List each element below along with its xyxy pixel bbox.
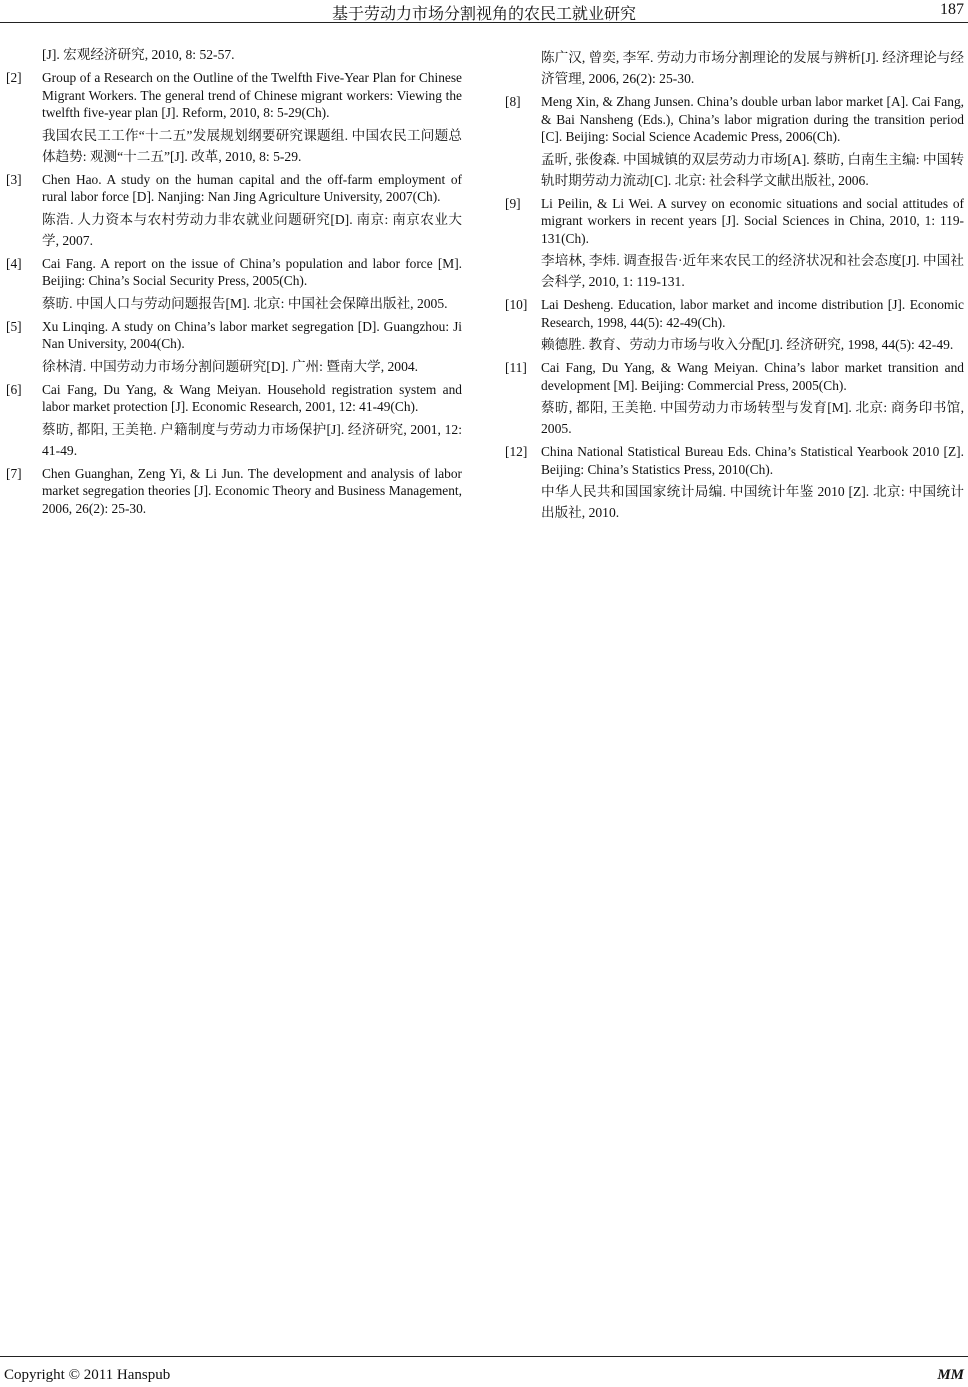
reference-chinese: 蔡昉. 中国人口与劳动问题报告[M]. 北京: 中国社会保障出版社, 2005. [42, 295, 448, 311]
reference-entry [505, 47, 964, 89]
reference-number: [4] [6, 255, 22, 271]
reference-chinese: 赖德胜. 教育、劳动力市场与收入分配[J]. 经济研究, 1998, 44(5): 42-49. [541, 337, 954, 352]
reference-entry [6, 69, 462, 167]
reference-english: Chen Guanghan, Zeng Yi, & Li Jun. The development and analysis of labor market segregation theories [J]. Economic Theory and Business Management, 2006, 26(2): 25-30. [42, 465, 462, 516]
reference-number: [7] [6, 465, 22, 481]
reference-english: Cai Fang, Du Yang, & Wang Meiyan. Household registration system and labor market protection [J]. Economic Research, 2001, 12: 41-49(Ch). [42, 381, 462, 414]
reference-english: Lai Desheng. Education, labor market and income distribution [J]. Economic Research, 1998, 44(5): 42-49(Ch). [541, 297, 964, 330]
reference-entry [6, 381, 462, 461]
reference-entry [505, 296, 964, 355]
reference-english: Xu Linqing. A study on China’s labor market segregation [D]. Guangzhou: Ji Nan University, 2004(Ch). [42, 318, 462, 351]
reference-english: China National Statistical Bureau Eds. China’s Statistical Yearbook 2010 [Z]. Beijing: China’s Statistics Press, 2010(Ch). [541, 444, 964, 477]
page-header [0, 0, 968, 23]
reference-number: [10] [505, 297, 528, 312]
reference-number: [8] [505, 94, 521, 109]
reference-entry [6, 255, 462, 314]
reference-english: Group of a Research on the Outline of the Twelfth Five-Year Plan for Chinese Migrant Workers. The general trend of Chinese migrant workers: Viewing the twelfth five-year plan [J]. Reform, 2010, 8: 5-29(Ch). [42, 70, 462, 120]
reference-chinese: 蔡昉, 都阳, 王美艳. 户籍制度与劳动力市场保护[J]. 经济研究, 2001, 12: 41-49. [42, 421, 462, 458]
reference-entry [505, 359, 964, 439]
reference-english: Chen Hao. A study on the human capital and the off-farm employment of rural labor force [D]. Nanjing: Nan Jing Agriculture University, 2007(Ch). [42, 171, 462, 204]
page-number: 187 [940, 1, 964, 18]
reference-chinese: 陈浩. 人力资本与农村劳动力非农就业问题研究[D]. 南京: 南京农业大学, 2007. [42, 211, 462, 248]
reference-number: [11] [505, 360, 527, 375]
reference-number: [9] [505, 195, 521, 211]
reference-entry [505, 93, 964, 191]
reference-number: [12] [505, 444, 528, 459]
reference-english: Meng Xin, & Zhang Junsen. China’s double urban labor market [A]. Cai Fang, & Bai Nansheng (Eds.), China’s labor migration during the transition period [C]. Beijing: Social Science Academic Press, 2006(Ch). [541, 94, 964, 144]
reference-entry [505, 443, 964, 523]
right-column [505, 47, 964, 527]
reference-chinese: 孟昕, 张俊森. 中国城镇的双层劳动力市场[A]. 蔡昉, 白南生主编: 中国转轨时期劳动力流动[C]. 北京: 社会科学文献出版社, 2006. [541, 151, 964, 188]
reference-chinese: 徐林清. 中国劳动力市场分割问题研究[D]. 广州: 暨南大学, 2004. [42, 358, 419, 374]
reference-entry [505, 195, 964, 293]
reference-number: [3] [6, 171, 22, 187]
reference-chinese: 中华人民共和国国家统计局编. 中国统计年鉴 2010 [Z]. 北京: 中国统计出版社, 2010. [541, 484, 964, 520]
reference-entry [6, 171, 462, 251]
copyright-notice: Copyright © 2011 Hanspub [4, 1367, 171, 1383]
reference-number: [5] [6, 318, 22, 334]
reference-entry [6, 44, 462, 65]
reference-number: [2] [6, 70, 22, 85]
reference-chinese: 我国农民工工作“十二五”发展规划纲要研究课题组. 中国农民工问题总体趋势: 观测“十二五”[J]. 改革, 2010, 8: 5-29. [42, 127, 462, 164]
reference-chinese: 李培林, 李炜. 调查报告·近年来农民工的经济状况和社会态度[J]. 中国社会科学, 2010, 1: 119-131. [541, 253, 964, 289]
reference-number: [6] [6, 381, 22, 397]
reference-entry [6, 318, 462, 377]
reference-chinese: 陈广汉, 曾奕, 李军. 劳动力市场分割理论的发展与辨析[J]. 经济理论与经济管理, 2006, 26(2): 25-30. [541, 50, 964, 86]
journal-abbreviation: MM [937, 1367, 964, 1383]
reference-english: Cai Fang. A report on the issue of China’s population and labor force [M]. Beijing: China’s Social Security Press, 2005(Ch). [42, 255, 462, 288]
reference-chinese: [J]. 宏观经济研究, 2010, 8: 52-57. [42, 47, 235, 62]
reference-chinese: 蔡昉, 都阳, 王美艳. 中国劳动力市场转型与发育[M]. 北京: 商务印书馆, 2005. [541, 400, 964, 436]
page-footer [0, 1356, 968, 1387]
reference-entry [6, 465, 462, 518]
running-title: 基于劳动力市场分割视角的农民工就业研究 [331, 6, 636, 23]
left-column [6, 44, 462, 521]
reference-english: Cai Fang, Du Yang, & Wang Meiyan. China’s labor market transition and development [M]. Beijing: Commercial Press, 2005(Ch). [541, 360, 964, 393]
reference-english: Li Peilin, & Li Wei. A survey on economic situations and social attitudes of migrant workers in recent years [J]. Social Sciences in China, 2010, 1: 119-131(Ch). [541, 195, 964, 246]
